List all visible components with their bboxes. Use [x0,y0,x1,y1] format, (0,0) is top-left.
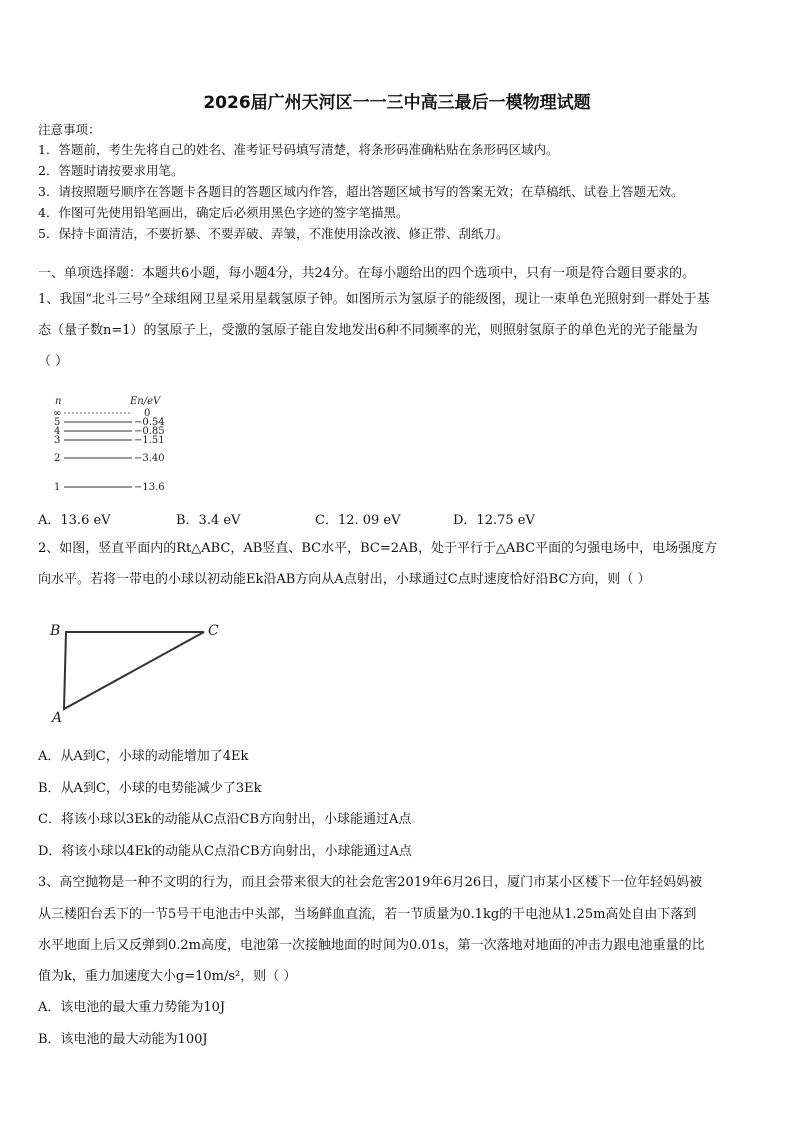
q1-option-c: C．12. 09 eV [315,513,401,528]
section-heading: 一、单项选择题：本题共6小题，每小题4分，共24分。在每小题给出的四个选项中，只有一项是符合题目要求的。 [38,266,696,281]
q1-line-2: 态（量子数n=1）的氢原子上，受激的氢原子能自发地发出6种不同频率的光，则照射氢原子的单色光的光子能量为 [38,323,698,338]
level-e-1: −13.6 [134,482,165,493]
q1-line-3: （ ） [38,354,69,369]
q2-option-a: A．从A到C，小球的动能增加了4Ek [38,749,249,764]
level-e-5: −0.54 [134,417,165,428]
page-title: 2026届广州天河区一一三中高三最后一模物理试题 [203,93,591,113]
q2-line-2: 向水平。若将一带电的小球以初动能Ek沿AB方向从A点射出，小球通过C点时速度恰好沿BC方向，则（ ） [38,572,651,587]
energy-level-diagram [50,393,190,503]
q3-option-b: B．该电池的最大动能为100J [38,1032,208,1047]
label-c: C [208,623,219,639]
diagram-n-label: n [55,396,62,407]
q2-line-1: 2、如图，竖直平面内的Rt△ABC，AB竖直、BC水平，BC=2AB，处于平行于△ABC平面的匀强电场中，电场强度方 [38,541,718,556]
level-n-4: 4 [54,426,61,437]
q3-option-a: A．该电池的最大重力势能为10J [38,1000,226,1015]
level-n-1: 1 [54,482,61,493]
notice-item-1: 1．答题前，考生先将自己的姓名、准考证号码填写清楚，将条形码准确粘贴在条形码区域内。 [38,142,559,157]
level-e-4: −0.85 [134,426,165,437]
level-n-5: 5 [54,417,61,428]
q2-option-b: B．从A到C，小球的电势能减少了3Ek [38,781,262,796]
level-e-inf: 0 [144,408,151,419]
notice-heading: 注意事项： [38,122,101,137]
q1-options [38,509,738,527]
triangle-abc [64,632,204,709]
level-n-2: 2 [54,453,61,464]
diagram-energy-label: En/eV [130,396,161,407]
notice-item-2: 2．答题时请按要求用笔。 [38,163,184,178]
q1-option-b: B．3.4 eV [176,513,241,528]
notice-item-4: 4．作图可先使用铅笔画出，确定后必须用黑色字迹的签字笔描黑。 [38,205,409,220]
q1-option-d: D．12.75 eV [453,513,535,528]
level-n-3: 3 [54,435,61,446]
q1-option-a: A．13.6 eV [38,513,111,528]
level-e-3: −1.51 [134,435,165,446]
q3-line-2: 从三楼阳台丢下的一节5号干电池击中头部，当场鲜血直流，若一节质量为0.1kg的干电池从1.25m高处自由下落到 [38,907,697,922]
q1-line-1: 1、我国“北斗三号”全球组网卫星采用星载氢原子钟。如图所示为氢原子的能级图，现让一束单色光照射到一群处于基 [38,292,710,307]
q2-option-c: C．将该小球以3Ek的动能从C点沿CB方向射出，小球能通过A点 [38,812,412,827]
triangle-diagram [44,612,234,732]
q3-line-4: 值为k，重力加速度大小g=10m/s²，则（ ） [38,969,297,984]
q3-line-3: 水平地面上后又反弹到0.2m高度，电池第一次接触地面的时间为0.01s，第一次落地对地面的冲击力跟电池重量的比 [38,938,705,953]
level-n-inf: ∞ [53,408,62,419]
level-e-2: −3.40 [134,453,165,464]
q3-line-1: 3、高空抛物是一种不文明的行为，而且会带来很大的社会危害2019年6月26日，厦门市某小区楼下一位年轻妈妈被 [38,875,703,890]
label-b: B [50,623,61,639]
q2-option-d: D．将该小球以4Ek的动能从C点沿CB方向射出，小球能通过A点 [38,844,412,859]
notice-item-5: 5．保持卡面清洁，不要折暴、不要弄破、弄皱，不准使用涂改液、修正带、刮纸刀。 [38,226,509,241]
notice-item-3: 3．请按照题号顺序在答题卡各题目的答题区域内作答，超出答题区域书写的答案无效；在草稿纸、试卷上答题无效。 [38,184,684,199]
label-a: A [52,710,63,726]
